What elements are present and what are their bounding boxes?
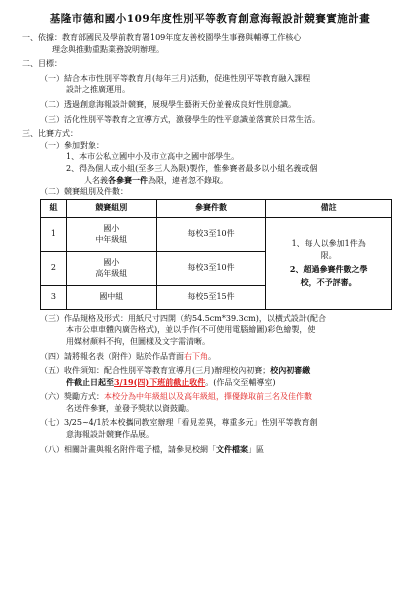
note-cell <box>266 217 392 309</box>
text-span: 人名義 <box>84 175 108 185</box>
count-cell: 每校3至10件 <box>156 251 266 285</box>
table-header: 備註 <box>266 199 392 217</box>
text-span: 。(作品交至輔導室) <box>205 377 276 387</box>
count-cell: 每校3至10件 <box>156 217 266 251</box>
note-line: 2、超過參賽件數之學 <box>289 264 368 275</box>
award-line <box>22 391 402 403</box>
highlight-text: 右下角 <box>184 351 208 361</box>
groups-heading: （二）競賽組別及件數： <box>40 187 128 197</box>
table-row <box>41 217 392 251</box>
group-line: 國小 <box>103 257 120 267</box>
note-line: 限。 <box>320 251 337 261</box>
text-span: （四）請將報名表（附件）貼於作品背面 <box>40 351 184 361</box>
count-cell: 每校5至15件 <box>156 285 266 309</box>
section-method <box>22 128 402 455</box>
note-line: 1、每人以參加1件為 <box>291 238 366 248</box>
document-title: 基隆市德和國小109年度性別平等教育創意海報設計競賽實施計畫 <box>49 13 371 25</box>
text-span: 。 <box>208 351 216 361</box>
emphasis-text: 文件檔案 <box>216 443 248 454</box>
text-span: （六）獎勵方式： <box>40 392 104 402</box>
table-header: 競賽組別 <box>66 199 156 217</box>
table-header-row <box>41 199 392 217</box>
table-header: 參賽件數 <box>156 199 266 217</box>
row-number: 1 <box>41 217 67 251</box>
text-span: 」區 <box>248 444 264 454</box>
row-number: 3 <box>41 285 67 309</box>
note-line: 校，不予評審。 <box>300 277 357 288</box>
submission-line-cont <box>22 377 402 389</box>
basis-line: 一、依據：教育部國民及學前教育署109年度友善校園學生事務與輔導工作核心 <box>22 33 302 42</box>
participants-item-2-cont <box>22 175 402 187</box>
goals-heading: 二、目標： <box>22 59 62 69</box>
competition-table <box>40 199 392 310</box>
group-line: 中年級組 <box>95 235 128 245</box>
group-line: 國小 <box>103 223 120 233</box>
basis-line-cont: 理念與推動重點業務說明辦理。 <box>52 44 164 54</box>
section-basis <box>22 32 402 55</box>
spec-line-cont: 用媒材顏料不拘，但圖樣及文字需清晰。 <box>66 336 210 346</box>
participants-item-2: 2、得為個人或小組(至多三人為限)製作，惟參賽者最多以小組名義或個 <box>66 163 318 173</box>
table-header: 組 <box>41 199 67 217</box>
goal-item-3: （三）活化性別平等教育之宣導方式，激發學生的性平意識並落實於日常生活。 <box>40 114 320 124</box>
text-span: （五）收件須知：配合性別平等教育宣導月(三月)辦理校內初賽； <box>40 366 271 376</box>
goal-item-1-cont: 設計之推廣運用。 <box>66 85 130 95</box>
files-line <box>22 444 402 456</box>
emphasis-text: 校內初審繳 <box>270 365 311 376</box>
section-goals <box>22 58 402 125</box>
text-span: （八）相關計畫與報名附件電子檔，請參見校網「 <box>40 444 216 454</box>
group-line: 高年級組 <box>95 269 128 279</box>
goal-item-1: （一）結合本市性別平等教育月(每年三月)活動，促進性別平等教育融入課程 <box>40 73 311 83</box>
participants-item-1: 1、本市公私立國中小及市立高中之國中部學生。 <box>66 152 240 162</box>
spec-line-cont: 本市公車車體內廣告格式)，並以手作(不可使用電腦繪圖)彩色繪製，使 <box>66 325 316 335</box>
row-number: 2 <box>41 251 67 285</box>
form-line <box>22 351 402 363</box>
goal-item-2: （二）透過創意海報設計競賽，展現學生藝術天份並養成良好性別意識。 <box>40 99 296 109</box>
emphasis-text: 件截止日起至 <box>66 376 114 387</box>
participants-heading: （一）參加對象： <box>40 140 104 150</box>
deadline-text: 3/19(四)下班前截止收件 <box>114 376 206 387</box>
document-body <box>22 32 402 455</box>
exhibition-line: （七）3/25~4/1於本校攜同教室辦理「看見差異，尊重多元」性別平等教育創 <box>40 418 318 428</box>
exhibition-line-cont: 意海報設計競賽作品展。 <box>66 430 154 440</box>
award-line-cont: 名送件參賽，並發予獎狀以資鼓勵。 <box>66 403 194 413</box>
method-heading: 三、比賽方式： <box>22 129 78 139</box>
highlight-text: 本校分為中年級組以及高年級組，擇優錄取前三名及佳作數 <box>104 392 312 402</box>
group-cell <box>66 251 156 285</box>
submission-line <box>22 365 402 377</box>
text-span: 為限，違者忽不錄取。 <box>148 175 228 185</box>
spec-line: （三）作品規格及形式：用紙尺寸四開（約54.5cm*39.3cm)，以橫式設計(配合 <box>40 313 326 323</box>
emphasis-text: 各參賽一件 <box>108 174 148 185</box>
group-cell <box>66 217 156 251</box>
group-cell: 國中組 <box>66 285 156 309</box>
